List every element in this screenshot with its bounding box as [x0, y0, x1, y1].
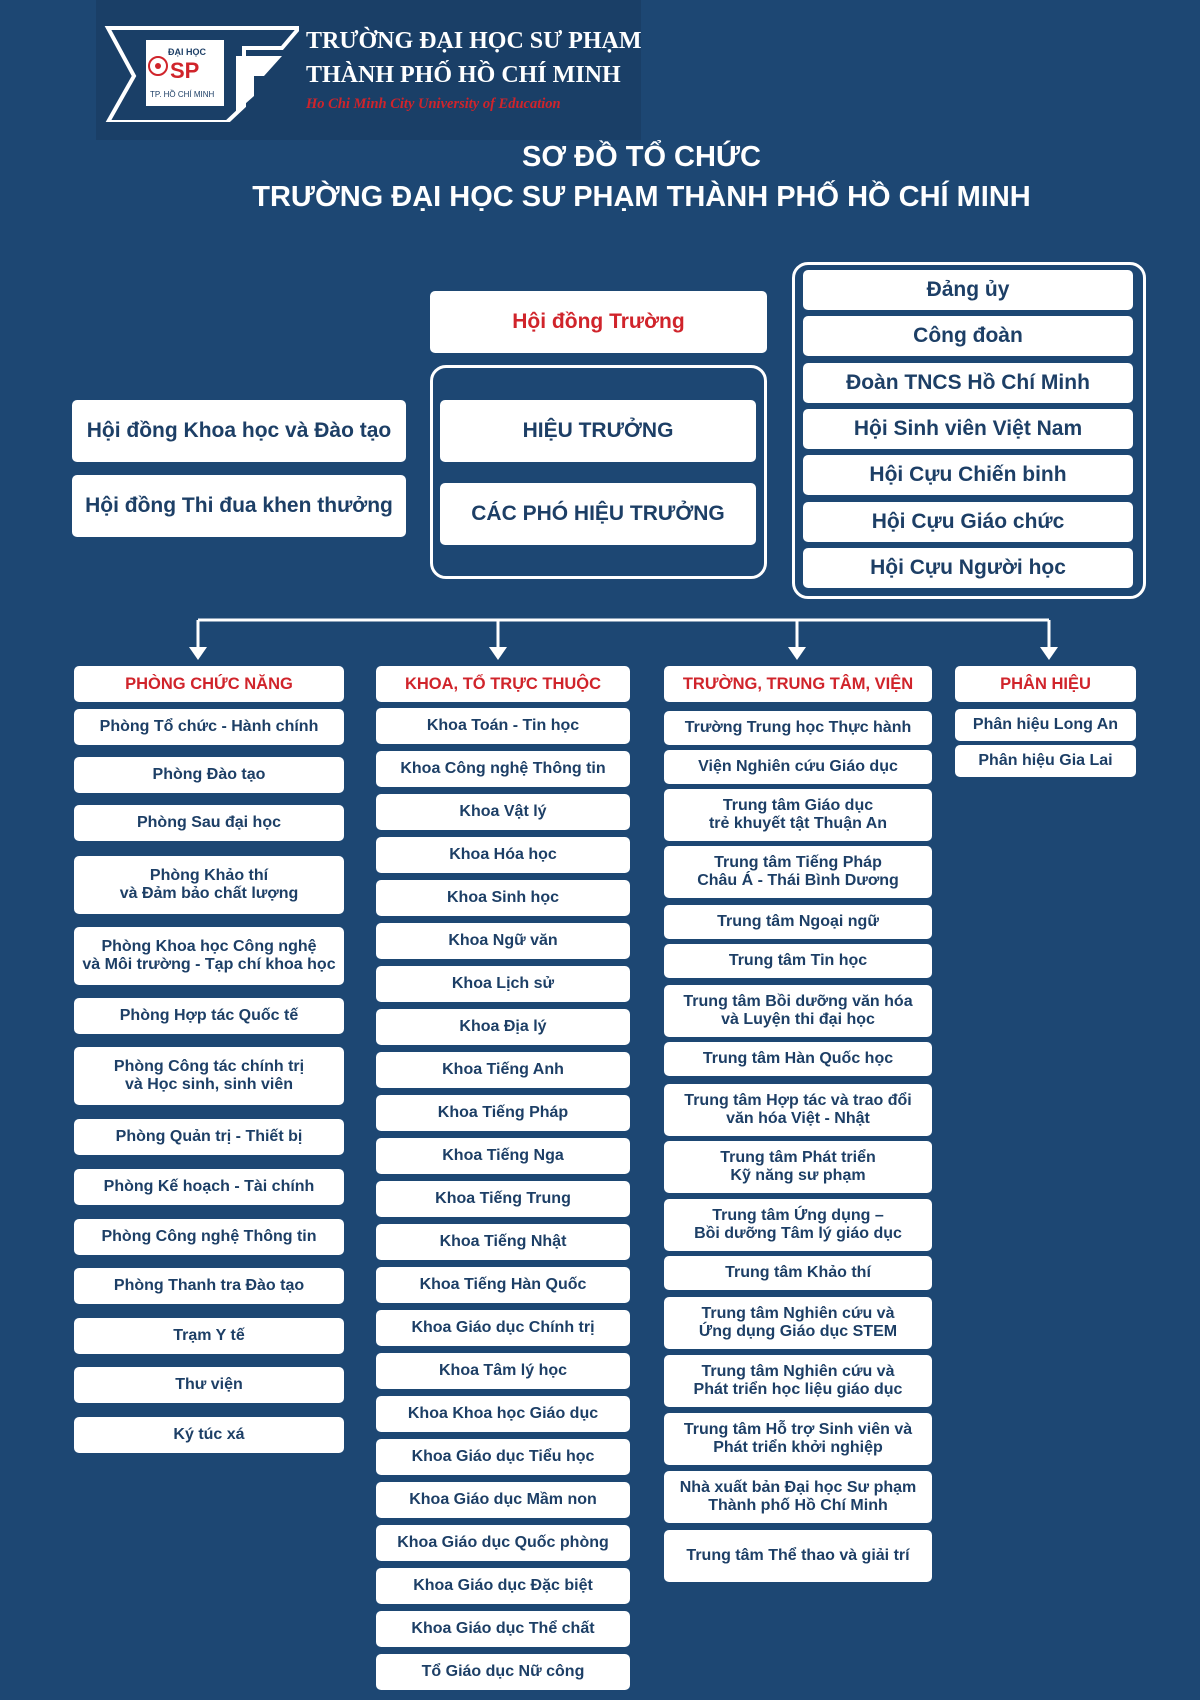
unit-box: Khoa Giáo dục Mầm non	[376, 1482, 630, 1518]
unit-box: Khoa Toán - Tin học	[376, 708, 630, 744]
principal-box: HIỆU TRƯỞNG	[440, 400, 756, 462]
vice-principals-box: CÁC PHÓ HIỆU TRƯỞNG	[440, 483, 756, 545]
unit-box: Phòng Kế hoạch - Tài chính	[74, 1169, 344, 1205]
unit-box: Khoa Ngữ văn	[376, 923, 630, 959]
emulation-reward-council-box: Hội đồng Thi đua khen thưởng	[72, 475, 406, 537]
unit-box: Trung tâm Nghiên cứu và Ứng dụng Giáo dục STEM	[664, 1297, 932, 1349]
unit-box: Trung tâm Giáo dục trẻ khuyết tật Thuận An	[664, 789, 932, 841]
unit-box: Thư viện	[74, 1367, 344, 1403]
unit-box: Khoa Lịch sử	[376, 966, 630, 1002]
unit-box: Trung tâm Hợp tác và trao đổi văn hóa Việt - Nhật	[664, 1084, 932, 1136]
column-header: PHÒNG CHỨC NĂNG	[74, 666, 344, 702]
unit-box: Phòng Công nghệ Thông tin	[74, 1219, 344, 1255]
unit-box: Trung tâm Khảo thí	[664, 1256, 932, 1290]
unit-box: Khoa Địa lý	[376, 1009, 630, 1045]
unit-box: Trung tâm Tiếng Pháp Châu Á - Thái Bình Dương	[664, 846, 932, 898]
unit-box: Phòng Công tác chính trị và Học sinh, sinh viên	[74, 1047, 344, 1105]
unit-box: Phòng Đào tạo	[74, 757, 344, 793]
unit-box: Khoa Tiếng Nga	[376, 1138, 630, 1174]
unit-box: Phòng Quản trị - Thiết bị	[74, 1119, 344, 1155]
header-line-2: THÀNH PHỐ HỒ CHÍ MINH	[306, 62, 621, 88]
unit-box: Khoa Giáo dục Chính trị	[376, 1310, 630, 1346]
unit-box: Khoa Giáo dục Tiểu học	[376, 1439, 630, 1475]
organization-box: Đoàn TNCS Hồ Chí Minh	[803, 363, 1133, 403]
unit-box: Khoa Hóa học	[376, 837, 630, 873]
unit-box: Trạm Y tế	[74, 1318, 344, 1354]
unit-box: Phân hiệu Gia Lai	[955, 745, 1136, 777]
unit-box: Nhà xuất bản Đại học Sư phạm Thành phố Hồ Chí Minh	[664, 1471, 932, 1523]
organization-box: Hội Cựu Người học	[803, 548, 1133, 588]
organization-box: Công đoàn	[803, 316, 1133, 356]
header-line-1: TRƯỜNG ĐẠI HỌC SƯ PHẠM	[306, 28, 642, 54]
chart-title-line-2: TRƯỜNG ĐẠI HỌC SƯ PHẠM THÀNH PHỐ HỒ CHÍ MINH	[252, 181, 1031, 213]
unit-box: Khoa Giáo dục Đặc biệt	[376, 1568, 630, 1604]
unit-box: Trung tâm Thể thao và giải trí	[664, 1530, 932, 1582]
unit-box: Phòng Hợp tác Quốc tế	[74, 998, 344, 1034]
unit-box: Phòng Tổ chức - Hành chính	[74, 709, 344, 745]
unit-box: Khoa Tiếng Anh	[376, 1052, 630, 1088]
header-line-3: Ho Chi Minh City University of Education	[306, 96, 561, 112]
unit-box: Trung tâm Bồi dưỡng văn hóa và Luyện thi đại học	[664, 985, 932, 1037]
unit-box: Trung tâm Phát triển Kỹ năng sư phạm	[664, 1141, 932, 1193]
unit-box: Khoa Tiếng Trung	[376, 1181, 630, 1217]
unit-box: Ký túc xá	[74, 1417, 344, 1453]
organization-box: Hội Cựu Chiến binh	[803, 455, 1133, 495]
unit-box: Phòng Thanh tra Đào tạo	[74, 1268, 344, 1304]
chart-title-line-1: SƠ ĐỒ TỔ CHỨC	[522, 141, 761, 173]
unit-box: Khoa Giáo dục Quốc phòng	[376, 1525, 630, 1561]
unit-box: Khoa Sinh học	[376, 880, 630, 916]
unit-box: Khoa Giáo dục Thể chất	[376, 1611, 630, 1647]
organization-box: Hội Sinh viên Việt Nam	[803, 409, 1133, 449]
unit-box: Phòng Khoa học Công nghệ và Môi trường - Tạp chí khoa học	[74, 927, 344, 985]
unit-box: Trường Trung học Thực hành	[664, 711, 932, 745]
school-council-box: Hội đồng Trường	[430, 291, 767, 353]
organization-box: Đảng ủy	[803, 270, 1133, 310]
unit-box: Phòng Sau đại học	[74, 805, 344, 841]
column-header: PHÂN HIỆU	[955, 666, 1136, 702]
unit-box: Viện Nghiên cứu Giáo dục	[664, 750, 932, 784]
unit-box: Khoa Vật lý	[376, 794, 630, 830]
unit-box: Khoa Tiếng Pháp	[376, 1095, 630, 1131]
unit-box: Trung tâm Ứng dụng – Bồi dưỡng Tâm lý giáo dục	[664, 1199, 932, 1251]
unit-box: Phòng Khảo thí và Đảm bảo chất lượng	[74, 856, 344, 914]
unit-box: Khoa Khoa học Giáo dục	[376, 1396, 630, 1432]
unit-box: Khoa Tiếng Nhật	[376, 1224, 630, 1260]
column-header: TRƯỜNG, TRUNG TÂM, VIỆN	[664, 666, 932, 702]
unit-box: Phân hiệu Long An	[955, 709, 1136, 741]
column-header: KHOA, TỔ TRỰC THUỘC	[376, 666, 630, 702]
unit-box: Khoa Tâm lý học	[376, 1353, 630, 1389]
logo-small-top: ĐẠI HỌC	[168, 47, 206, 57]
unit-box: Khoa Tiếng Hàn Quốc	[376, 1267, 630, 1303]
logo-small-bottom: TP. HỒ CHÍ MINH	[150, 90, 215, 99]
science-training-council-box: Hội đồng Khoa học và Đào tạo	[72, 400, 406, 462]
unit-box: Trung tâm Nghiên cứu và Phát triển học liệu giáo dục	[664, 1355, 932, 1407]
unit-box: Tổ Giáo dục Nữ công	[376, 1654, 630, 1690]
unit-box: Trung tâm Hàn Quốc học	[664, 1042, 932, 1076]
unit-box: Trung tâm Hỗ trợ Sinh viên và Phát triển khởi nghiệp	[664, 1413, 932, 1465]
unit-box: Khoa Công nghệ Thông tin	[376, 751, 630, 787]
unit-box: Trung tâm Tin học	[664, 944, 932, 978]
unit-box: Trung tâm Ngoại ngữ	[664, 905, 932, 939]
logo-sp-mark: SP	[170, 58, 200, 83]
organization-box: Hội Cựu Giáo chức	[803, 502, 1133, 542]
